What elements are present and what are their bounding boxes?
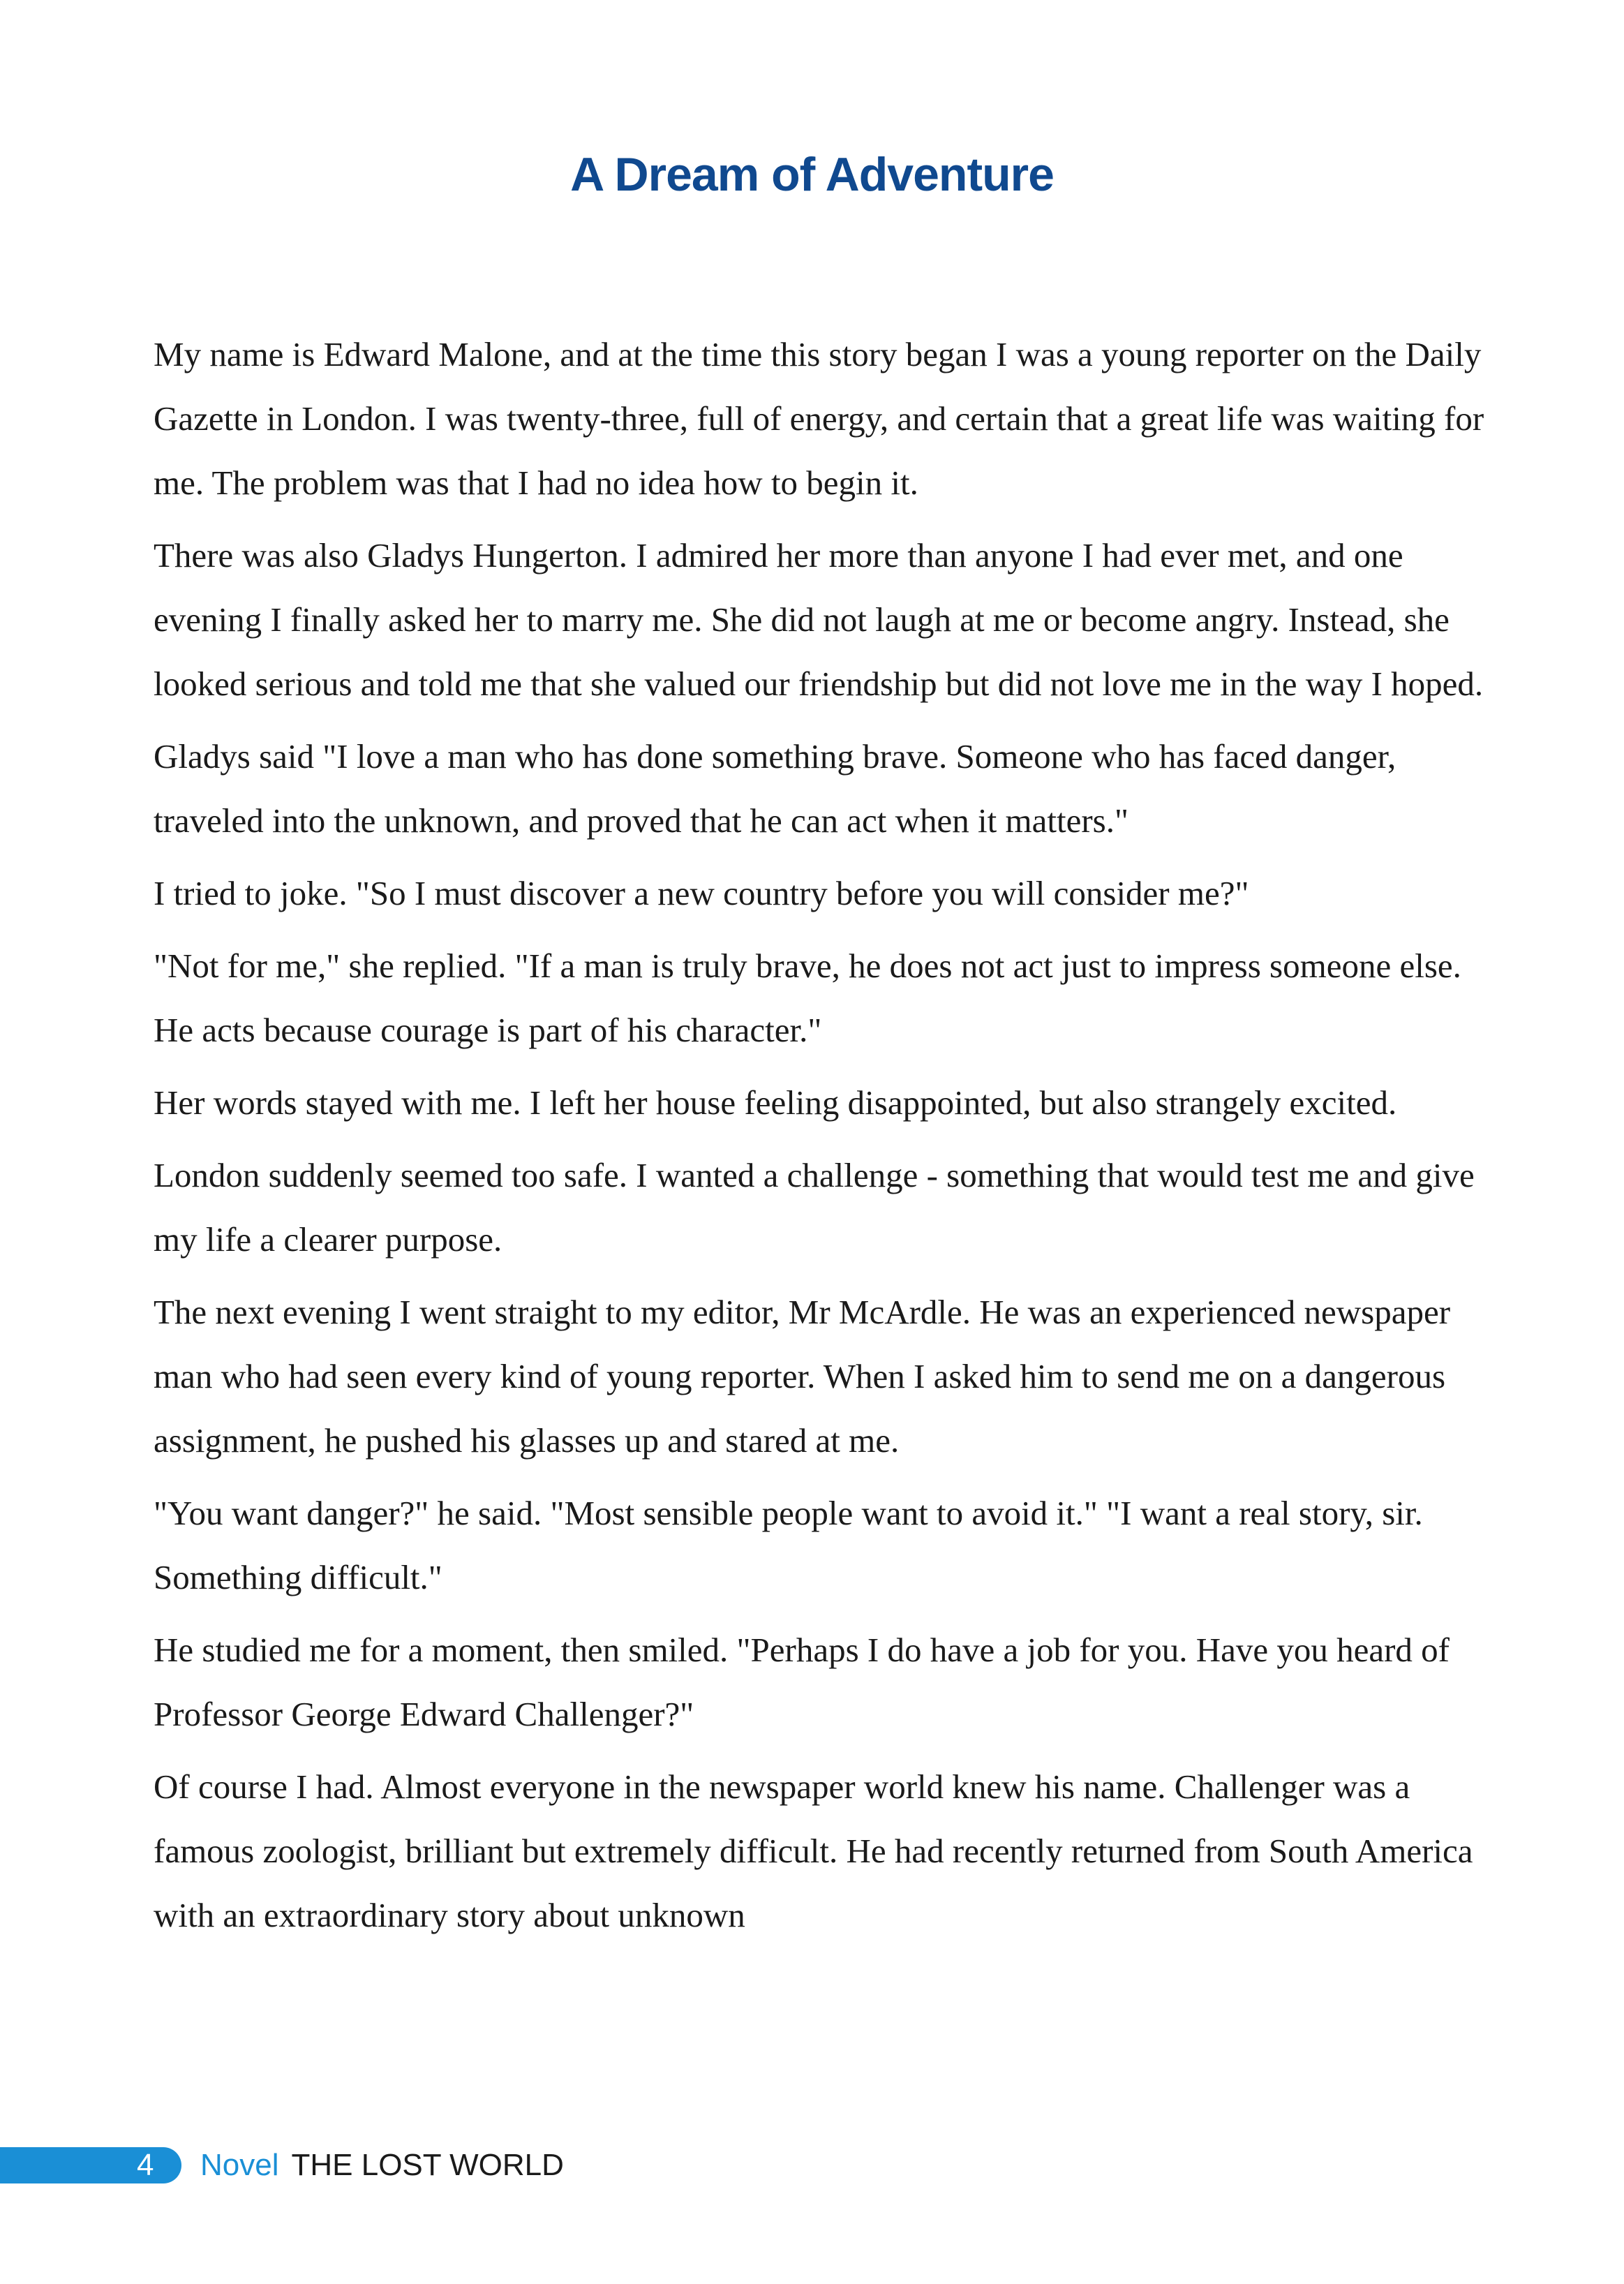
footer-book-title: THE LOST WORLD [291,2148,564,2182]
paragraph: Gladys said "I love a man who has done something brave. Someone who has faced danger, traveled into the unknown, and proved that he can act when it matters." [154,737,1396,840]
footer-page-tab [0,2147,181,2183]
paragraph: He studied me for a moment, then smiled. "Perhaps I do have a job for you. Have you heard of Professor George Edward Challenger?" [154,1631,1450,1733]
chapter-title: A Dream of Adventure [570,148,1054,201]
paragraph: The next evening I went straight to my editor, Mr McArdle. He was an experienced newspaper man who had seen every kind of young reporter. When I asked him to send me on a dangerous assignment, he pushed his glasses up and stared at me. [154,1293,1451,1460]
page-number: 4 [137,2148,154,2182]
paragraph: London suddenly seemed too safe. I wanted a challenge - something that would test me and give my life a clearer purpose. [154,1156,1475,1259]
running-footer [200,2147,564,2183]
chapter-body [154,322,1493,1956]
paragraph: Her words stayed with me. I left her house feeling disappointed, but also strangely excited. [154,1083,1397,1122]
paragraph: "Not for me," she replied. "If a man is truly brave, he does not act just to impress someone else. He acts because courage is part of his character." [154,947,1461,1049]
paragraph: "You want danger?" he said. "Most sensible people want to avoid it." "I want a real story, sir. Something difficult." [154,1494,1423,1596]
footer-category: Novel [200,2148,279,2182]
paragraph: I tried to joke. "So I must discover a new country before you will consider me?" [154,874,1249,912]
paragraph: My name is Edward Malone, and at the time this story began I was a young reporter on the Daily Gazette in London. I was twenty-three, full of energy, and certain that a great life was waiting for me. The problem was that I had no idea how to begin it. [154,335,1484,502]
paragraph: Of course I had. Almost everyone in the newspaper world knew his name. Challenger was a famous zoologist, brilliant but extremely difficult. He had recently returned from South America with an extraordinary story about unknown [154,1767,1473,1934]
paragraph: There was also Gladys Hungerton. I admired her more than anyone I had ever met, and one evening I finally asked her to marry me. She did not laugh at me or become angry. Instead, she looked serious and told me that she valued our friendship but did not love me in the way I hoped. [154,536,1484,703]
